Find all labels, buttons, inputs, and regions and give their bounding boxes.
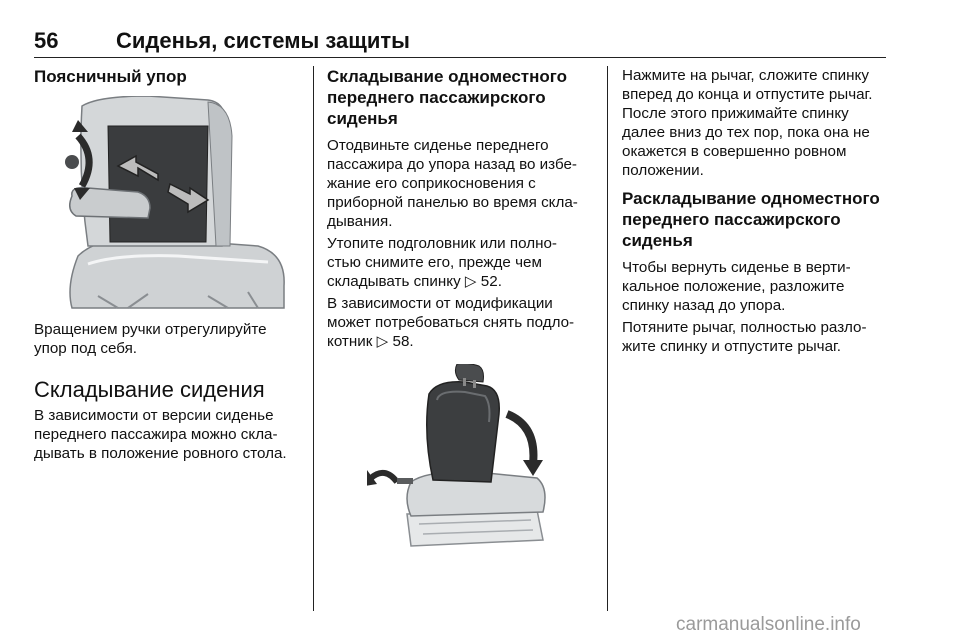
fold-step1-line: Отодвиньте сиденье переднего (327, 137, 549, 154)
fold-step3-line: В зависимости от модификации (327, 295, 553, 312)
seat-folding-illustration (367, 364, 567, 564)
fold-step2-line: складывать спинку ▷ 52. (327, 273, 502, 290)
unfold-heading-line: сиденья (622, 231, 693, 250)
unfold-step1-line: Чтобы вернуть сиденье в верти- (622, 259, 851, 276)
column-divider (607, 66, 608, 611)
fold-step4-line: вперед до конца и отпустите рычаг. (622, 86, 873, 103)
fold-step4-line: окажется в совершенно ровном (622, 143, 847, 160)
lumbar-instruction-line: Вращением ручки отрегулируйте (34, 321, 267, 338)
folding-heading: Складывание сидения (34, 377, 265, 402)
lumbar-instruction-line: упор под себя. (34, 340, 138, 357)
folding-text-line: переднего пассажира можно скла- (34, 426, 278, 443)
unfold-heading-line: Раскладывание одноместного (622, 189, 880, 208)
fold-step4-line: После этого прижимайте спинку (622, 105, 849, 122)
page-header (34, 28, 886, 54)
page-number: 56 (34, 28, 59, 53)
fold-step2-line: стью снимите его, прежде чем (327, 254, 542, 271)
unfold-step1-line: спинку назад до упора. (622, 297, 786, 314)
fold-step3-line: может потребоваться снять подло- (327, 314, 575, 331)
fold-step1-line: жание его соприкосновения с (327, 175, 536, 192)
unfold-step2-line: Потяните рычаг, полностью разло- (622, 319, 867, 336)
fold-heading-line: переднего пассажирского (327, 88, 546, 107)
fold-heading-line: Складывание одноместного (327, 67, 567, 86)
folding-text-line: дывать в положение ровного стола. (34, 445, 287, 462)
column-divider (313, 66, 314, 611)
fold-step1-line: пассажира до упора назад во избе- (327, 156, 577, 173)
folding-text-line: В зависимости от версии сиденье (34, 407, 274, 424)
fold-step4-line: далее вниз до тех пор, пока она не (622, 124, 870, 141)
lumbar-support-illustration (58, 96, 290, 310)
unfold-step2-line: жите спинку и отпустите рычаг. (622, 338, 841, 355)
fold-step4-line: положении. (622, 162, 704, 179)
header-rule (34, 57, 886, 58)
fold-step3-line: котник ▷ 58. (327, 333, 414, 350)
unfold-step1-line: кальное положение, разложите (622, 278, 845, 295)
fold-step4-line: Нажмите на рычаг, сложите спинку (622, 67, 869, 84)
fold-step1-line: приборной панелью во время скла- (327, 194, 578, 211)
unfold-heading-line: переднего пассажирского (622, 210, 841, 229)
lumbar-heading: Поясничный упор (34, 67, 187, 86)
fold-step2-line: Утопите подголовник или полно- (327, 235, 557, 252)
fold-step1-line: дывания. (327, 213, 393, 230)
section-title: Сиденья, системы защиты (116, 28, 410, 53)
fold-heading-line: сиденья (327, 109, 398, 128)
watermark: carmanualsonline.info (676, 614, 861, 635)
